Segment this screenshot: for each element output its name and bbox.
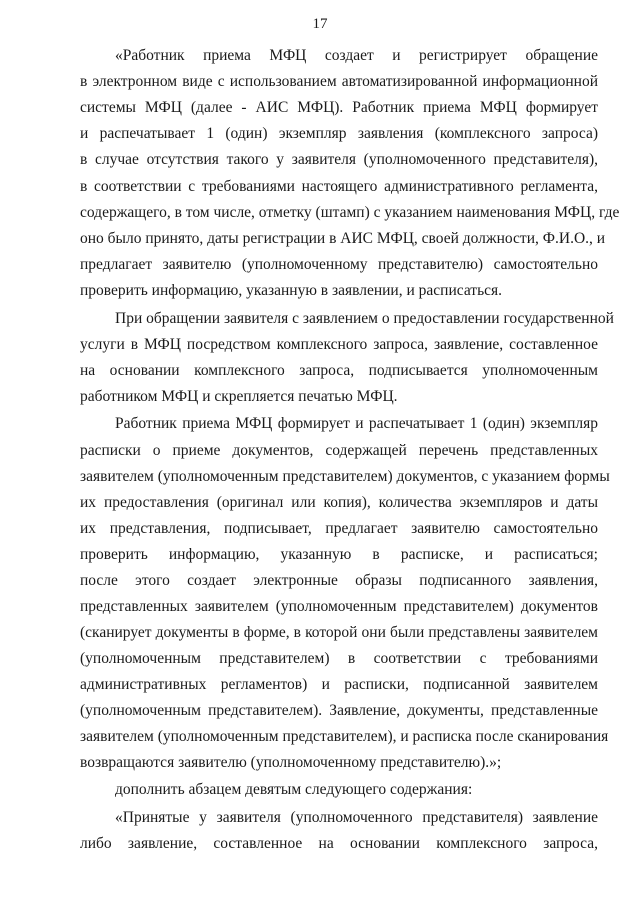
text-line: содержащего, в том числе, отметку (штамп) с указанием наименования МФЦ, где (80, 204, 620, 221)
text-line: (сканирует документы в форме, в которой они были представлены заявителем (80, 624, 598, 641)
text-line: представленных заявителем (уполномоченным представителем) документов (80, 598, 598, 615)
text-line: Работник приема МФЦ формирует и распечатывает 1 (один) экземпляр (115, 415, 598, 432)
text-line: проверить информацию, указанную в заявлении, и расписаться. (80, 282, 503, 299)
text-line: на основании комплексного запроса, подписывается уполномоченным (80, 362, 598, 379)
text-line: в случае отсутствия такого у заявителя (уполномоченного представителя), (80, 151, 598, 168)
text-line: «Работник приема МФЦ создает и регистрирует обращение (115, 47, 598, 64)
text-line: в электронном виде с использованием автоматизированной информационной (80, 73, 598, 90)
text-line: системы МФЦ (далее - АИС МФЦ). Работник приема МФЦ формирует (80, 99, 598, 116)
text-line: заявителем (уполномоченным представителем) документов, с указанием формы (80, 468, 610, 485)
text-line: работником МФЦ и скрепляется печатью МФЦ. (80, 388, 398, 405)
text-line: расписки о приеме документов, содержащей перечень представленных (80, 442, 598, 459)
text-line: (уполномоченным представителем). Заявление, документы, представленные (80, 702, 598, 719)
text-line: возвращаются заявителю (уполномоченному представителю).»; (80, 754, 502, 771)
text-line: предлагает заявителю (уполномоченному представителю) самостоятельно (80, 256, 598, 273)
text-line: заявителем (уполномоченным представителем), и расписка после сканирования (80, 728, 609, 745)
text-line: после этого создает электронные образы подписанного заявления, (80, 572, 598, 589)
text-line: оно было принято, даты регистрации в АИС МФЦ, своей должности, Ф.И.О., и (80, 230, 606, 247)
text-line: (уполномоченным представителем) в соответствии с требованиями (80, 650, 598, 667)
text-line: административных регламентов) и расписки, подписанной заявителем (80, 676, 598, 693)
text-line: их предоставления (оригинал или копия), количества экземпляров и даты (80, 494, 598, 511)
text-line: услуги в МФЦ посредством комплексного запроса, заявление, составленное (80, 336, 598, 353)
text-line: «Принятые у заявителя (уполномоченного представителя) заявление (115, 809, 598, 826)
text-line: их представления, подписывает, предлагает заявителю самостоятельно (80, 520, 598, 537)
text-line: При обращении заявителя с заявлением о предоставлении государственной (115, 310, 614, 327)
text-line: проверить информацию, указанную в расписке, и расписаться; (80, 546, 598, 563)
text-line: либо заявление, составленное на основании комплексного запроса, (80, 835, 598, 852)
text-line: в соответствии с требованиями настоящего административного регламента, (80, 178, 598, 195)
page-number: 17 (312, 16, 328, 32)
text-line: дополнить абзацем девятым следующего содержания: (115, 781, 473, 798)
text-line: и распечатывает 1 (один) экземпляр заявления (комплексного запроса) (80, 125, 598, 142)
